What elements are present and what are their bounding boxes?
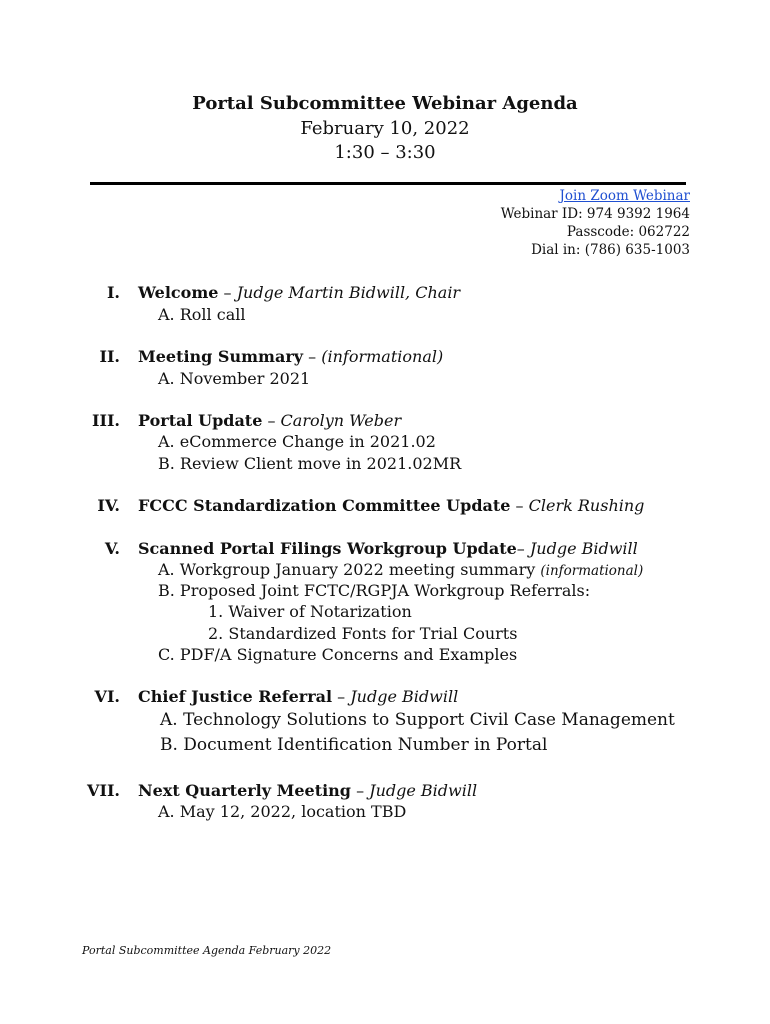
agenda-item-text: A. Workgroup January 2022 meeting summary — [158, 560, 541, 579]
section-numeral: I. — [106, 283, 120, 302]
section-title: Meeting Summary — [138, 347, 304, 366]
section-title: Chief Justice Referral — [138, 687, 333, 706]
page-footer: Portal Subcommittee Agenda February 2022 — [82, 944, 332, 957]
section-presenter: Judge Bidwill — [529, 539, 638, 558]
agenda-item-note: (informational) — [540, 563, 644, 579]
section-presenter: Judge Martin Bidwill, Chair — [236, 283, 461, 302]
section-numeral: V. — [104, 539, 120, 558]
agenda-item: A. Technology Solutions to Support Civil Case Management — [160, 710, 675, 730]
section-numeral: III. — [91, 411, 120, 430]
agenda-item: A. May 12, 2022, location TBD — [158, 802, 407, 821]
section-title: Scanned Portal Filings Workgroup Update — [138, 539, 517, 558]
agenda-item: C. PDF/A Signature Concerns and Examples — [158, 645, 518, 664]
section-heading — [138, 781, 477, 800]
section-presenter: (informational) — [321, 347, 444, 366]
passcode: Passcode: 062722 — [566, 224, 690, 240]
meeting-time: 1:30 – 3:30 — [334, 142, 436, 163]
header-divider — [90, 182, 686, 185]
section-title: Welcome — [138, 283, 219, 302]
agenda-item — [158, 560, 643, 579]
separator: – — [262, 411, 281, 430]
section-presenter: Judge Bidwill — [369, 781, 478, 800]
agenda-item: A. eCommerce Change in 2021.02 — [158, 432, 436, 451]
section-presenter: Judge Bidwill — [350, 687, 459, 706]
agenda-item: B. Document Identification Number in Portal — [160, 735, 548, 755]
dial-in: Dial in: (786) 635-1003 — [531, 242, 690, 258]
separator: – — [350, 781, 370, 800]
agenda-subitem: 2. Standardized Fonts for Trial Courts — [208, 624, 518, 643]
section-heading — [138, 687, 458, 706]
agenda-item: B. Review Client move in 2021.02MR — [158, 454, 462, 473]
meeting-date: February 10, 2022 — [300, 118, 470, 139]
webinar-id: Webinar ID: 974 9392 1964 — [500, 206, 690, 222]
agenda-item: A. Roll call — [158, 305, 246, 324]
section-numeral: VII. — [87, 781, 120, 800]
separator: – — [218, 283, 237, 302]
section-presenter: Carolyn Weber — [280, 411, 402, 430]
separator: – — [303, 347, 322, 366]
section-title: FCCC Standardization Committee Update — [138, 496, 511, 515]
join-zoom-link[interactable]: Join Zoom Webinar — [559, 188, 690, 204]
separator: – — [332, 687, 351, 706]
separator: – — [516, 539, 530, 558]
section-heading — [138, 496, 644, 515]
section-title: Next Quarterly Meeting — [138, 781, 351, 800]
section-heading — [138, 283, 460, 302]
section-presenter: Clerk Rushing — [528, 496, 645, 515]
section-numeral: IV. — [97, 496, 120, 515]
agenda-subitem: 1. Waiver of Notarization — [208, 602, 412, 621]
section-heading — [138, 347, 443, 366]
section-heading — [138, 539, 638, 558]
document-title: Portal Subcommittee Webinar Agenda — [192, 93, 578, 114]
agenda-item: B. Proposed Joint FCTC/RGPJA Workgroup Referrals: — [158, 581, 591, 600]
section-numeral: VI. — [94, 687, 120, 706]
separator: – — [510, 496, 529, 515]
section-heading — [138, 411, 401, 430]
agenda-item: A. November 2021 — [158, 369, 311, 388]
section-numeral: II. — [99, 347, 120, 366]
section-title: Portal Update — [138, 411, 263, 430]
